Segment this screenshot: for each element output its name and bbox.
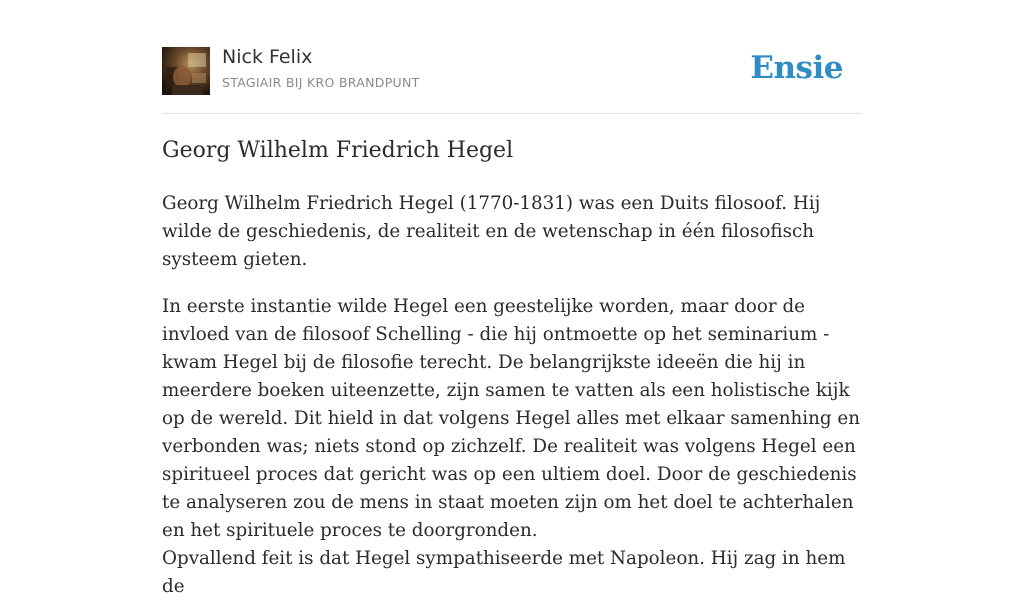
article-paragraph: Opvallend feit is dat Hegel sympathiseerde met Napoleon. Hij zag in hem de	[162, 548, 846, 597]
author-name[interactable]: Nick Felix	[222, 46, 313, 68]
article-title: Georg Wilhelm Friedrich Hegel	[162, 138, 514, 163]
author-avatar[interactable]	[162, 47, 210, 95]
article-body	[162, 190, 867, 601]
article-header	[162, 46, 862, 96]
avatar-photo	[162, 47, 210, 95]
article-paragraph: Georg Wilhelm Friedrich Hegel (1770-1831) was een Duits filosoof. Hij wilde de geschiedenis, de realiteit en de wetenschap in één filosofisch systeem gieten.	[162, 193, 821, 270]
header-divider	[162, 113, 862, 114]
ensie-logo[interactable]: Ensie	[750, 50, 843, 86]
article-paragraph: In eerste instantie wilde Hegel een geestelijke worden, maar door de invloed van de filosoof Schelling - die hij ontmoette op het seminarium - kwam Hegel bij de filosofie terecht. De belangrijkste ideeën die hij in meerdere boeken uiteenzette, zijn samen te vatten als een holistische kijk op de wereld. Dit hield in dat volgens Hegel alles met elkaar samenhing en verbonden was; niets stond op zichzelf. De realiteit was volgens Hegel een spiritueel proces dat gericht was op een ultiem doel. Door de geschiedenis te analyseren zou de mens in staat moeten zijn om het doel te achterhalen en het spirituele proces te doorgronden.	[162, 296, 861, 541]
author-role: STAGIAIR BIJ KRO BRANDPUNT	[222, 75, 420, 90]
